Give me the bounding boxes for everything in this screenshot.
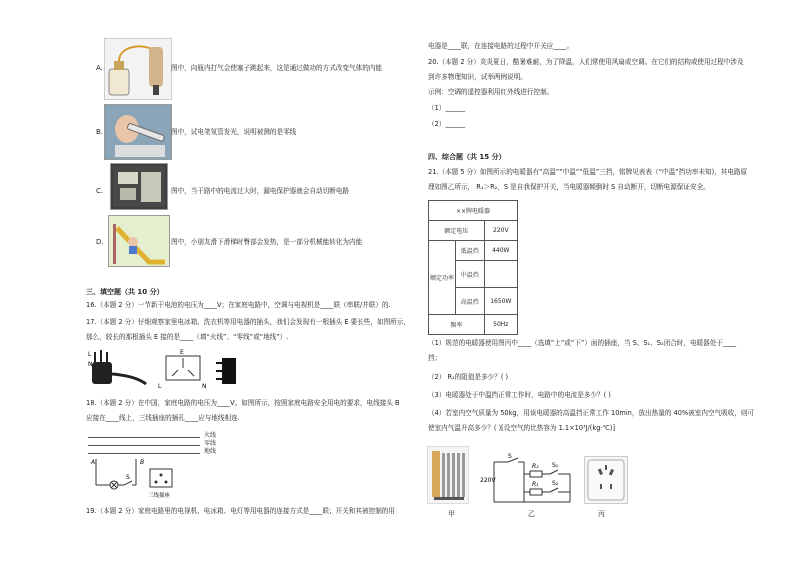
- test-pen-illustration: [105, 105, 171, 159]
- option-c-text: 图中，当干路中的电流过大时，漏电保护器就会自动切断电路: [171, 187, 350, 195]
- table-title: ××牌电暖器: [429, 201, 518, 221]
- fig-b-label-r2: R₂: [532, 463, 539, 470]
- option-b-image: [104, 104, 172, 160]
- circuit-label-s: S: [126, 474, 130, 481]
- sub4-line1: （4）若室内空气质量为 50kg，用该电暖器的高温挡正常工作 10min，放出热量的 40%被室内空气吸收，则可: [428, 409, 755, 417]
- fig-b-label-s1: S₁: [552, 462, 559, 469]
- socket-diagram: [166, 356, 200, 380]
- fig-c-socket-image: [584, 456, 628, 504]
- gear-mid-label: 中温挡: [456, 261, 485, 288]
- live-wire-line: [88, 437, 200, 438]
- option-d-letter: D.: [96, 238, 104, 246]
- sub2-text: （2） R₁的阻值是多少？( ): [428, 373, 509, 381]
- q20-line1: 20.（本题 2 分）炎炎夏日，酷暑难耐，为了降温，人们常使用风扇或空调。在它们的结构或使用过程中涉及: [428, 58, 744, 66]
- circuit-label-b: B: [140, 459, 145, 466]
- frequency-value: 50Hz: [484, 315, 517, 335]
- plug-label-l: L: [88, 351, 92, 358]
- slide-illustration: [109, 216, 169, 266]
- switch-s1-symbol: [550, 470, 558, 474]
- pump-bottle-illustration: [105, 39, 171, 99]
- q19-text: 19.（本题 2 分）家庭电路里的电视机、电冰箱、电灯等用电器的连接方式是____联；开关和其被控制的用: [86, 507, 395, 515]
- wall-socket-illustration: [585, 457, 627, 503]
- gear-low-value: 440W: [484, 241, 517, 261]
- oil-heater-illustration: [428, 447, 468, 503]
- sub1-line1: （1）规范的电暖器使用图丙中____（选填“上”或“下”）面的插座，当 S、S₁、S₂闭合时，电暖器处于____: [428, 339, 737, 347]
- wire-label-live: 火线: [204, 432, 217, 439]
- q17-line1: 17.（本题 2 分）仔细观察家里电冰箱、洗衣机等用电器的插头，我们会发现有一根插头 E 要长些，如图所示，: [86, 318, 410, 326]
- switch-symbol: [124, 481, 132, 485]
- plug-figures: [86, 348, 246, 392]
- earth-wire-line: [88, 453, 200, 454]
- q20-line2: 到许多物理知识，试举两例说明。: [428, 73, 527, 81]
- wire-label-earth: 地线: [204, 448, 217, 455]
- neutral-wire-line: [88, 445, 200, 446]
- gear-low-label: 低温挡: [456, 241, 485, 261]
- option-d-text: 图中，小朋友滑下滑梯时臀部会发热，是一部分机械能转化为内能: [171, 238, 363, 246]
- socket-label-e: E: [180, 349, 184, 356]
- rated-voltage-value: 220V: [484, 221, 517, 241]
- q21-line2: 理如图乙所示， R₁＞R₂，S 是自我保护开关，当电暖器倾倒时 S 自动断开，切断电源保证安全。: [428, 183, 710, 191]
- fig-b-label-r1: R₁: [532, 481, 539, 488]
- fig-b-circuit: [480, 452, 580, 512]
- q20-example: 示例：空调的遥控器利用红外线进行控制。: [428, 88, 554, 96]
- wire-label-neutral: 零线: [204, 440, 217, 447]
- option-a-image: [104, 38, 172, 100]
- switch-s2-symbol: [550, 488, 558, 492]
- q19-continued: 电器是____联，在连接电路的过程中开关应____。: [428, 42, 574, 50]
- q21-line1: 21.（本题 5 分）如图所示的电暖器有“高温”“中温”“低温”三挡，铭牌见表表（“中温”挡功率未知)，其电路原: [428, 168, 748, 176]
- resistor-r2-symbol: [530, 471, 542, 477]
- fig-a-heater-image: [427, 446, 469, 504]
- option-d-image: [108, 215, 170, 267]
- gear-mid-value: [484, 261, 517, 288]
- q18-line1: 18.（本题 2 分）在中国，家庭电路的电压为____V。如图所示，按照家庭电路安全用电的要求，电线接头 B: [86, 399, 400, 407]
- frequency-label: 频率: [429, 315, 485, 335]
- heater-spec-table: [428, 200, 518, 335]
- socket-label-n: N: [202, 383, 207, 390]
- q20-answer-1: （1）______: [428, 104, 466, 112]
- sub4-line2: 使室内气温升高多少？( )[设空气的比热容为 1.1×10³J/(kg·℃)]: [428, 424, 616, 432]
- option-c-image: [110, 163, 168, 210]
- q17-line2: 那么，较长的那根插头 E 接的是____（填“火线”、“零线”或“地线”）.: [86, 333, 289, 341]
- gear-high-label: 高温挡: [456, 288, 485, 315]
- resistor-r1-symbol: [530, 489, 542, 495]
- circuit-label-a: A: [91, 459, 96, 466]
- q16-text: 16.（本题 2 分）一节新干电池的电压为____V；在家庭电路中，空调与电视机是____联（串联/并联）的.: [86, 301, 391, 309]
- option-b-letter: B.: [96, 128, 104, 136]
- fig-b-label-s2: S₂: [552, 480, 559, 487]
- fig-label-bing: 丙: [598, 510, 605, 518]
- rated-voltage-label: 额定电压: [429, 221, 485, 241]
- plug-label-n: N: [88, 361, 93, 368]
- option-c-letter: C.: [96, 187, 104, 195]
- gear-high-value: 1650W: [484, 288, 517, 315]
- fig-label-jia: 甲: [448, 510, 455, 518]
- option-b-text: 图中，试电笔氖管发光，说明被测的是零线: [171, 128, 297, 136]
- socket-label-l: L: [158, 383, 162, 390]
- fig-label-yi: 乙: [528, 510, 535, 518]
- leakage-protector-illustration: [111, 164, 167, 209]
- sub3-text: （3）电暖器处于中温挡正常工作时，电路中的电流是多少？( ): [428, 391, 611, 399]
- rated-power-label: 额定功率: [429, 241, 456, 315]
- section-3-title: 三、填空题（共 10 分）: [86, 288, 164, 296]
- q18-circuit-diagram: [86, 455, 186, 501]
- circuit-label-socket: 三线插座: [148, 493, 171, 499]
- q18-line2: 应接在____线上，三线插座的插孔____应与地线相连.: [86, 414, 240, 422]
- plug-side-view: [216, 358, 236, 384]
- three-pin-socket-symbol: [150, 469, 172, 487]
- section-4-title: 四、综合题（共 15 分）: [428, 153, 506, 161]
- fig-b-label-220v: 220V: [480, 477, 496, 484]
- plug-photo: [92, 350, 146, 384]
- option-a-text: 图中，向瓶内打气会使塞子跳起来，这是通过做功的方式改变气体的内能: [171, 64, 382, 72]
- q20-answer-2: （2）______: [428, 120, 466, 128]
- fig-b-label-s: S: [508, 453, 512, 460]
- option-a-letter: A.: [96, 64, 103, 72]
- sub1-line2: 挡；: [428, 354, 442, 362]
